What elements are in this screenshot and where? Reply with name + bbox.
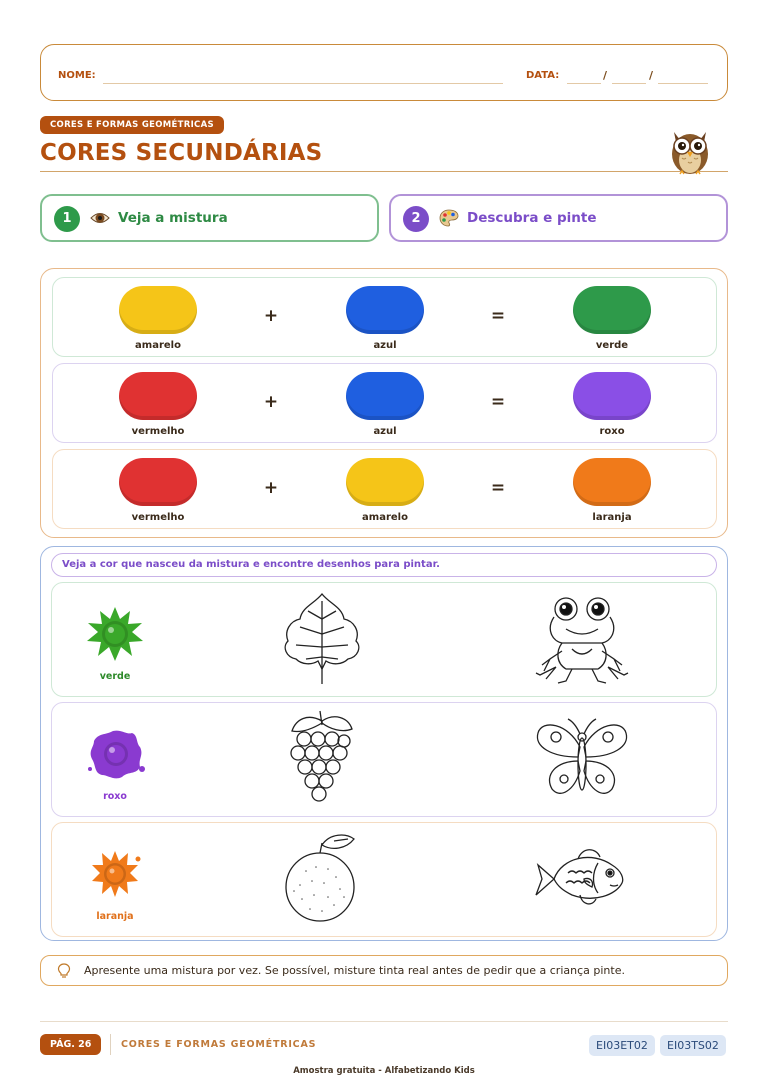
step-number: 2 <box>403 206 429 232</box>
color-blob-b <box>346 458 424 506</box>
color-name: amarelo <box>362 512 408 523</box>
orange-drawing[interactable] <box>272 829 372 929</box>
color-name: roxo <box>599 426 625 437</box>
color-blob-a <box>119 372 197 420</box>
footer-section-name: CORES E FORMAS GEOMÉTRICAS <box>121 1039 317 1050</box>
color-name: verde <box>99 671 131 682</box>
coloring-row <box>51 822 717 937</box>
step-number: 1 <box>54 206 80 232</box>
date-year-field[interactable] <box>658 83 708 84</box>
fish-drawing[interactable] <box>532 829 632 929</box>
student-info-box <box>40 44 728 101</box>
color-name: roxo <box>103 791 127 802</box>
mix-row <box>52 363 717 443</box>
date-month-field[interactable] <box>612 83 646 84</box>
color-blob-result <box>573 372 651 420</box>
bncc-code-badge: EI03ET02 <box>589 1035 655 1056</box>
frog-drawing[interactable] <box>532 589 632 689</box>
paint-splat-icon <box>80 839 150 909</box>
color-name: vermelho <box>131 426 185 437</box>
color-blob-b <box>346 286 424 334</box>
color-name: amarelo <box>135 340 181 351</box>
color-blob-a <box>119 458 197 506</box>
footer-divider <box>40 1021 728 1022</box>
tip-text: Apresente uma mistura por vez. Se possível, misture tinta real antes de pedir que a criança pinte. <box>84 964 625 977</box>
coloring-row <box>51 702 717 817</box>
color-name: azul <box>373 340 397 351</box>
butterfly-drawing[interactable] <box>532 709 632 809</box>
palette-icon <box>439 208 459 228</box>
section-tag: CORES E FORMAS GEOMÉTRICAS <box>40 116 224 134</box>
title-divider <box>40 171 728 172</box>
plus-sign: + <box>263 306 279 326</box>
equals-sign: = <box>490 392 506 412</box>
plus-sign: + <box>263 478 279 498</box>
step-1-card <box>40 194 379 242</box>
date-label: DATA: <box>526 70 560 81</box>
color-name: laranja <box>592 512 632 523</box>
paint-splat-icon <box>80 599 150 669</box>
step-label: Veja a mistura <box>118 210 228 226</box>
name-field[interactable] <box>103 83 503 84</box>
step-2-card <box>389 194 728 242</box>
color-name: azul <box>373 426 397 437</box>
color-blob-b <box>346 372 424 420</box>
grapes-drawing[interactable] <box>272 709 372 809</box>
lightbulb-icon <box>57 963 71 979</box>
page-number: PÁG. 26 <box>40 1034 101 1055</box>
leaf-drawing[interactable] <box>272 589 372 689</box>
eye-icon <box>90 208 110 228</box>
color-blob-a <box>119 286 197 334</box>
owl-icon <box>666 122 714 176</box>
date-day-field[interactable] <box>567 83 601 84</box>
instruction-bar <box>51 553 717 577</box>
step-label: Descubra e pinte <box>467 210 597 226</box>
credit-text: Amostra gratuita - Alfabetizando Kids <box>293 1066 475 1076</box>
color-mix-panel <box>40 268 728 538</box>
color-name: laranja <box>96 911 134 922</box>
date-separator: / <box>649 69 654 82</box>
instruction-text: Veja a cor que nasceu da mistura e encontre desenhos para pintar. <box>62 559 440 570</box>
color-blob-result <box>573 458 651 506</box>
equals-sign: = <box>490 306 506 326</box>
mix-row <box>52 449 717 529</box>
page-title: CORES SECUNDÁRIAS <box>40 140 323 166</box>
coloring-row <box>51 582 717 697</box>
teacher-tip <box>40 955 728 986</box>
equals-sign: = <box>490 478 506 498</box>
color-name: verde <box>595 340 629 351</box>
footer-separator <box>110 1034 111 1055</box>
plus-sign: + <box>263 392 279 412</box>
coloring-panel <box>40 546 728 941</box>
color-blob-result <box>573 286 651 334</box>
mix-row <box>52 277 717 357</box>
date-separator: / <box>603 69 608 82</box>
paint-splat-icon <box>80 719 150 789</box>
name-label: NOME: <box>58 70 96 81</box>
bncc-code-badge: EI03TS02 <box>660 1035 726 1056</box>
color-name: vermelho <box>131 512 185 523</box>
